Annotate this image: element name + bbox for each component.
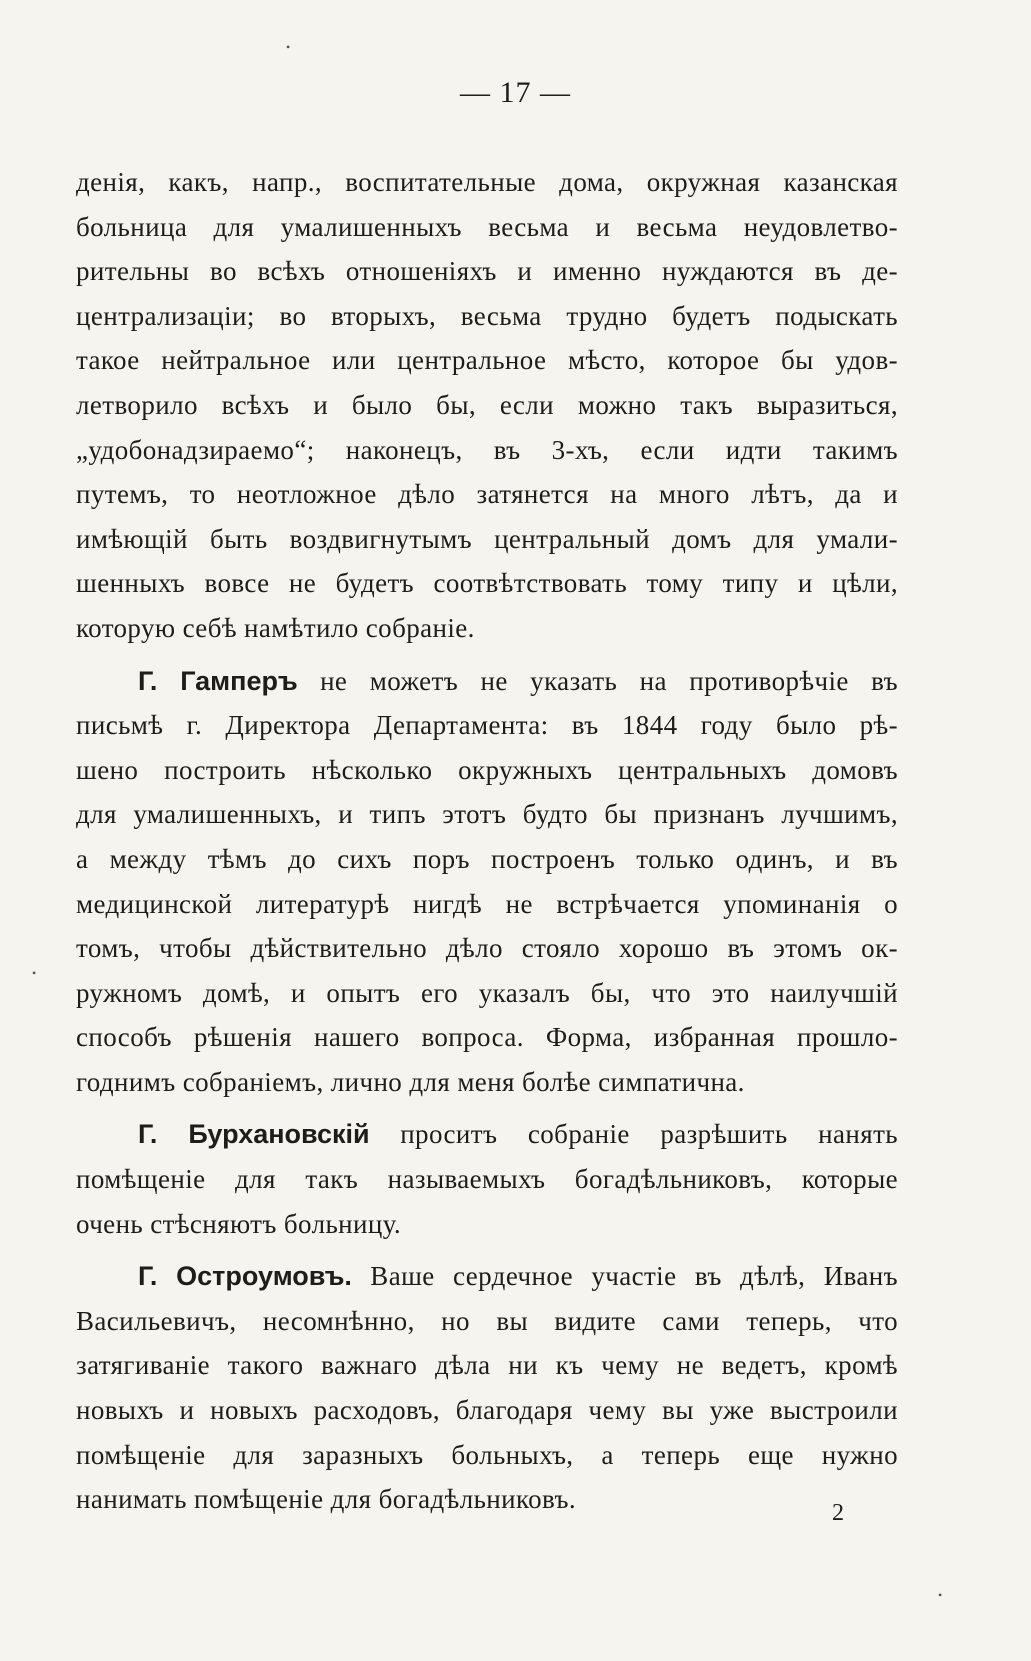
speaker-line: [76, 1112, 898, 1157]
text-line: Васильевичъ, несомнѣнно, но вы видите сами теперь, что: [76, 1305, 898, 1336]
speaker-name: Г. Бурхановскій: [138, 1119, 370, 1150]
text-line: „удобонадзираемо“; наконецъ, въ 3-хъ, если идти такимъ: [76, 434, 898, 465]
text-line: а между тѣмъ до сихъ поръ построенъ только одинъ, и въ: [76, 843, 898, 874]
text-line: затягиваніе такого важнаго дѣла ни къ чему не ведетъ, кромѣ: [76, 1350, 898, 1381]
paragraph-ostroumov: [76, 1254, 898, 1522]
speaker-line: [76, 659, 898, 704]
text-line: очень стѣсняютъ больницу.: [76, 1208, 402, 1239]
text-line: такое нейтральное или центральное мѣсто, которое бы удов-: [76, 345, 898, 376]
text-line: летворило всѣхъ и было бы, если можно такъ выразиться,: [76, 389, 898, 420]
text-line: шенныхъ вовсе не будетъ соотвѣтствовать тому типу и цѣли,: [76, 568, 898, 599]
text-line: денія, какъ, напр., воспитательные дома, окружная казанская: [76, 167, 898, 197]
text-line: путемъ, то неотложное дѣло затянется на много лѣтъ, да и: [76, 479, 898, 510]
speaker-line-text: Ваше сердечное участіе въ дѣлѣ, Иванъ: [351, 1261, 898, 1292]
text-line: для умалишенныхъ, и типъ этотъ будто бы признанъ лучшимъ,: [76, 799, 898, 830]
text-line: централизаціи; во вторыхъ, весьма трудно будетъ подыскать: [76, 300, 898, 331]
speaker-name: Г. Остроумовъ.: [138, 1261, 352, 1292]
paragraph-gamper: [76, 659, 898, 1105]
text-line: рительны во всѣхъ отношеніяхъ и именно нуждаются въ де-: [76, 256, 898, 287]
text-line: медицинской литературѣ нигдѣ не встрѣчается упоминанія о: [76, 888, 898, 919]
speaker-name: Г. Гамперъ: [138, 665, 298, 696]
text-line: письмѣ г. Директора Департамента: въ 1844 году было рѣ-: [76, 710, 898, 741]
speaker-line-text: не можетъ не указать на противорѣчіе въ: [297, 665, 899, 696]
text-line: имѣющій быть воздвигнутымъ центральный домъ для умали-: [76, 523, 898, 554]
paragraph-1: [76, 160, 898, 651]
text-line: новыхъ и новыхъ расходовъ, благодаря чему вы уже выстроили: [76, 1395, 898, 1426]
text-line: шено построить нѣсколько окружныхъ центральныхъ домовъ: [76, 754, 898, 785]
paper-speck: •: [32, 966, 37, 980]
text-line: больница для умалишенныхъ весьма и весьма неудовлетво-: [76, 211, 898, 242]
page-number: — 17 —: [460, 76, 571, 109]
text-block: [76, 160, 898, 1522]
text-line: помѣщеніе для заразныхъ больныхъ, а теперь еще нужно: [76, 1439, 898, 1470]
text-line: способъ рѣшенія нашего вопроса. Форма, избранная прошло-: [76, 1022, 898, 1053]
speaker-line: [76, 1254, 898, 1299]
speaker-line-text: проситъ собраніе разрѣшить нанять: [369, 1119, 898, 1150]
text-line: томъ, чтобы дѣйствительно дѣло стояло хорошо въ этомъ ок-: [76, 933, 898, 964]
text-line: ружномъ домѣ, и опытъ его указалъ бы, что это наилучшій: [76, 977, 898, 1008]
text-line: помѣщеніе для такъ называемыхъ богадѣльниковъ, которые: [76, 1164, 898, 1195]
text-line: которую себѣ намѣтило собраніе.: [76, 612, 475, 643]
text-line: годнимъ собраніемъ, лично для меня болѣе симпатична.: [76, 1066, 745, 1097]
text-line: нанимать помѣщеніе для богадѣльниковъ.: [76, 1484, 577, 1515]
paper-speck: •: [286, 40, 291, 54]
paper-speck: •: [938, 1588, 943, 1602]
paragraph-burkhanovsky: [76, 1112, 898, 1246]
signature-mark: 2: [832, 1500, 844, 1526]
